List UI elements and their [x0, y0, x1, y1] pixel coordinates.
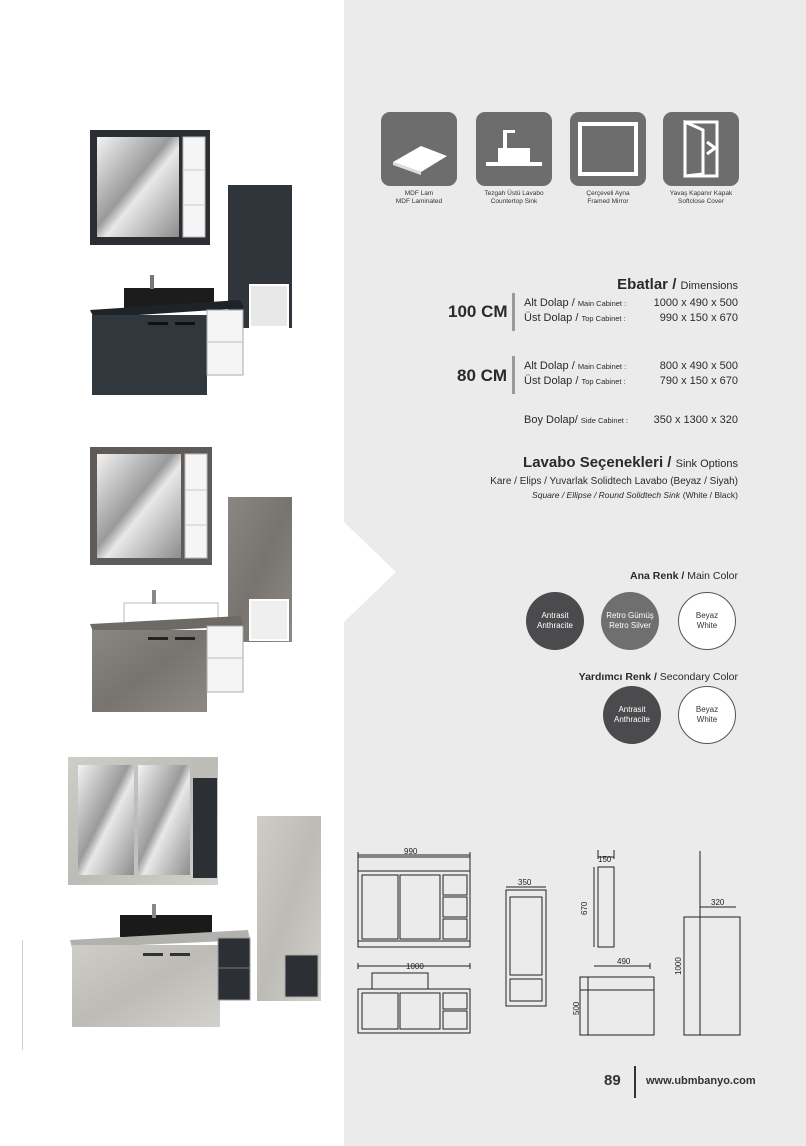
dim-label-top-depth: 150 — [598, 855, 612, 864]
page-number: 89 — [604, 1072, 621, 1089]
feature-countertop-sink — [474, 112, 554, 206]
main-color-title: Ana Renk / — [630, 570, 685, 582]
softclose-door-icon — [663, 112, 739, 186]
margin-rule — [22, 940, 23, 1050]
feature-label-en: MDF Laminated — [395, 198, 443, 205]
feature-label-tr: Tezgah Üstü Lavabo — [484, 190, 544, 197]
countertop-sink-icon — [476, 112, 552, 186]
dimensions-title: Ebatlar / — [617, 276, 677, 293]
secondary-color-subtitle: Secondary Color — [659, 671, 738, 683]
dim-label: Boy Dolap/ — [524, 414, 578, 426]
dim-row — [524, 360, 738, 372]
sink-options-tr: Kare / Elips / Yuvarlak Solidtech Lavabo (Beyaz / Siyah) — [490, 476, 738, 487]
main-color-heading — [630, 570, 738, 582]
feature-mdf — [379, 112, 459, 206]
swatch-label-tr: Antrasit — [618, 705, 646, 714]
dim-label-side-width: 350 — [518, 878, 532, 887]
dim-value: 800 x 490 x 500 — [659, 360, 738, 372]
dim-label: Üst Dolap / — [524, 375, 579, 387]
dim-label-top-width: 990 — [404, 847, 418, 856]
footer-divider — [634, 1066, 636, 1098]
feature-label-tr: MDF Lam — [404, 190, 434, 197]
color-swatch-white — [678, 592, 736, 650]
sink-heading — [523, 454, 738, 471]
dimensions-subtitle: Dimensions — [680, 280, 738, 292]
dim-label-side-depth: 320 — [711, 898, 725, 907]
dim-label-side-height: 1000 — [674, 957, 683, 975]
main-color-subtitle: Main Color — [687, 570, 738, 582]
sink-subtitle: Sink Options — [675, 458, 738, 470]
feature-label-tr: Çerçeveli Ayna — [586, 190, 630, 197]
dimensions-heading — [617, 276, 738, 293]
website-link[interactable]: www.ubmbanyo.com — [646, 1075, 756, 1087]
dim-sublabel: Side Cabinet : — [580, 416, 628, 425]
dim-label-top-height: 670 — [580, 901, 589, 915]
swatch-label-en: Anthracite — [613, 715, 651, 724]
dim-value: 990 x 150 x 670 — [659, 312, 738, 324]
framed-mirror-icon — [570, 112, 646, 186]
dim-label: Alt Dolap / — [524, 360, 575, 372]
dim-label-main-depth: 490 — [617, 957, 631, 966]
size-divider — [512, 356, 515, 394]
swatch-label-en: White — [696, 715, 718, 724]
swatch-label-en: Retro Silver — [609, 621, 651, 630]
secondary-color-title: Yardımcı Renk / — [578, 671, 657, 683]
size-80cm: 80 CM — [457, 366, 508, 385]
feature-softclose — [661, 112, 741, 206]
product-photo-light-concrete — [0, 750, 344, 1040]
color-swatch-anthracite — [526, 592, 584, 650]
product-photo-anthracite — [0, 0, 344, 420]
feature-label-en: Softclose Cover — [678, 198, 724, 205]
feature-label-en: Framed Mirror — [587, 198, 629, 205]
feature-label-tr: Yavaş Kapanır Kapak — [669, 190, 733, 197]
sink-title: Lavabo Seçenekleri / — [523, 454, 672, 471]
color-swatch-retro-silver — [601, 592, 659, 650]
mdf-sheet-icon — [381, 112, 457, 186]
color-swatch-white — [678, 686, 736, 744]
product-photo-column — [0, 0, 344, 1146]
dim-row — [524, 312, 738, 324]
swatch-label-en: Anthracite — [536, 621, 574, 630]
feature-label-en: Countertop Sink — [490, 198, 538, 205]
dim-value: 790 x 150 x 670 — [659, 375, 738, 387]
sink-options-en-colors: (White / Black) — [682, 490, 738, 500]
swatch-label-tr: Retro Gümüş — [606, 611, 654, 620]
dim-value: 350 x 1300 x 320 — [653, 414, 738, 426]
dim-label-main-height: 500 — [572, 1001, 581, 1015]
secondary-color-heading — [579, 671, 738, 683]
size-100cm: 100 CM — [448, 302, 508, 321]
technical-drawing — [344, 845, 806, 1055]
color-swatch-anthracite — [603, 686, 661, 744]
dim-sublabel: Main Cabinet : — [577, 299, 627, 308]
swatch-label-tr: Beyaz — [695, 611, 719, 620]
size-divider — [512, 293, 515, 331]
dim-row — [524, 375, 738, 387]
section-arrow — [344, 522, 396, 622]
dim-row-side — [524, 414, 738, 426]
dim-sublabel: Top Cabinet : — [581, 377, 626, 386]
swatch-label-en: White — [696, 621, 718, 630]
dim-label: Alt Dolap / — [524, 297, 575, 309]
dim-sublabel: Top Cabinet : — [581, 314, 626, 323]
dim-value: 1000 x 490 x 500 — [653, 297, 738, 309]
dim-label: Üst Dolap / — [524, 312, 579, 324]
sink-options-en-italic: Square / Ellipse / Round Solidtech Sink — [532, 490, 680, 500]
feature-framed-mirror — [568, 112, 648, 206]
swatch-label-tr: Beyaz — [695, 705, 719, 714]
dim-row — [524, 297, 738, 309]
product-photo-retro-silver — [0, 440, 344, 720]
swatch-label-tr: Antrasit — [541, 611, 569, 620]
dim-sublabel: Main Cabinet : — [577, 362, 627, 371]
sink-options-en — [532, 490, 738, 501]
dim-label-main-width: 1000 — [406, 962, 424, 971]
